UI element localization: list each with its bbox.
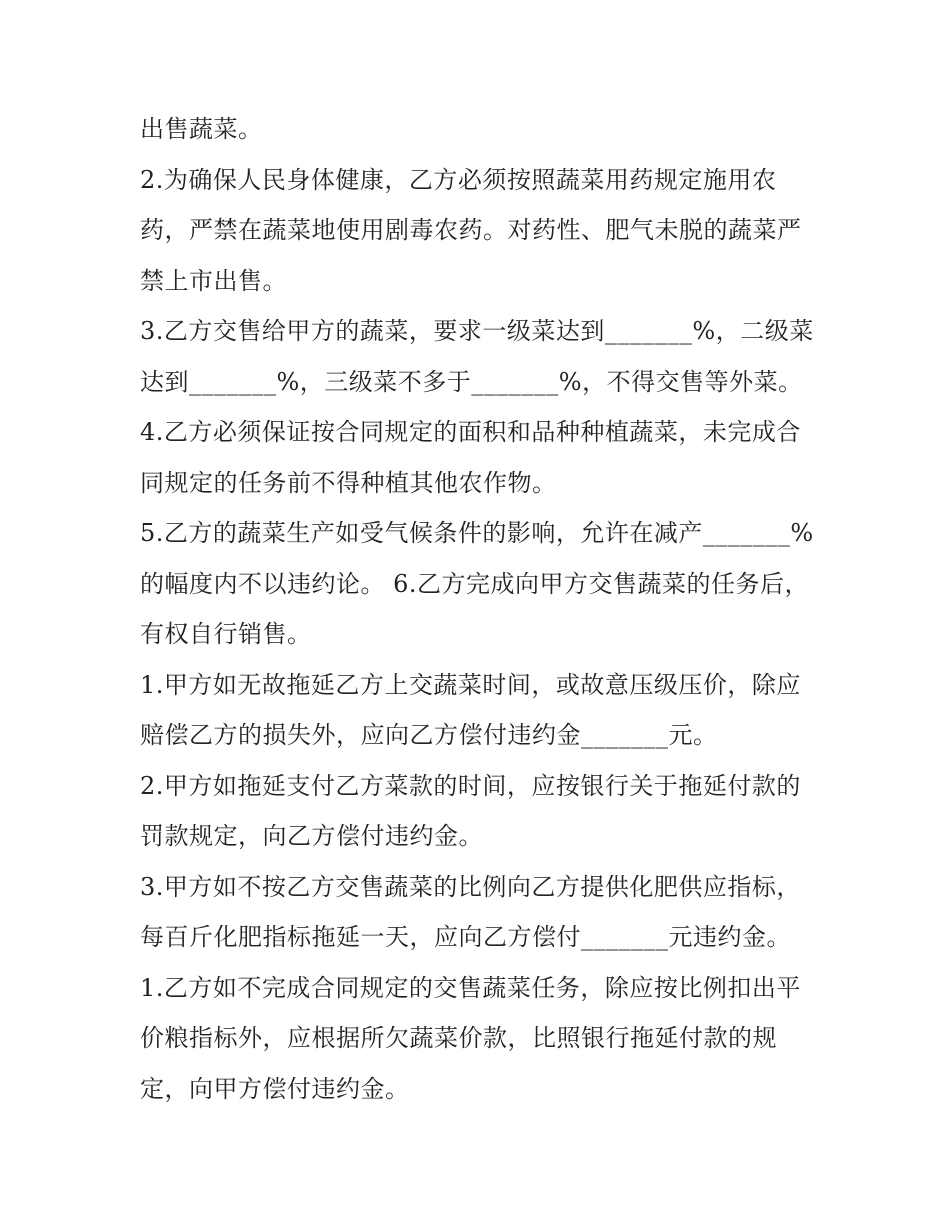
text-line: 1.甲方如无故拖延乙方上交蔬菜时间，或故意压级压价，除应	[140, 670, 801, 699]
text-line: 禁上市出售。	[140, 266, 287, 295]
text-line: 3.乙方交售给甲方的蔬菜，要求一级菜达到_______%，二级菜	[140, 317, 814, 345]
text-line: 药，严禁在蔬菜地使用剧毒农药。对药性、肥气未脱的蔬菜严	[140, 216, 802, 244]
text-line: 的幅度内不以违约论。 6.乙方完成向甲方交售蔬菜的任务后，	[140, 569, 810, 598]
text-line: 出售蔬菜。	[140, 115, 263, 143]
text-line: 达到_______%，三级菜不多于_______%，不得交售等外菜。	[140, 367, 803, 396]
text-line: 价粮指标外，应根据所欠蔬菜价款，比照银行拖延付款的规	[140, 1024, 777, 1052]
text-line: 赔偿乙方的损失外，应向乙方偿付违约金_______元。	[140, 721, 718, 749]
text-line: 1.乙方如不完成合同规定的交售蔬菜任务，除应按比例扣出平	[140, 973, 801, 1002]
text-line: 3.甲方如不按乙方交售蔬菜的比例向乙方提供化肥供应指标，	[140, 872, 801, 901]
text-line: 2.甲方如拖延支付乙方菜款的时间，应按银行关于拖延付款的	[140, 771, 801, 800]
text-line: 2.为确保人民身体健康，乙方必须按照蔬菜用药规定施用农	[140, 165, 777, 194]
text-line: 每百斤化肥指标拖延一天，应向乙方偿付_______元违约金。	[140, 923, 791, 951]
text-line: 4.乙方必须保证按合同规定的面积和品种种植蔬菜，未完成合	[140, 418, 801, 446]
text-line: 定，向甲方偿付违约金。	[140, 1074, 410, 1103]
text-line: 罚款规定，向乙方偿付违约金。	[140, 822, 483, 850]
text-line: 同规定的任务前不得种植其他农作物。	[140, 468, 557, 497]
text-line: 5.乙方的蔬菜生产如受气候条件的影响，允许在减产_______%	[140, 519, 814, 547]
document-body	[140, 104, 820, 1114]
text-line: 有权自行销售。	[140, 620, 312, 648]
